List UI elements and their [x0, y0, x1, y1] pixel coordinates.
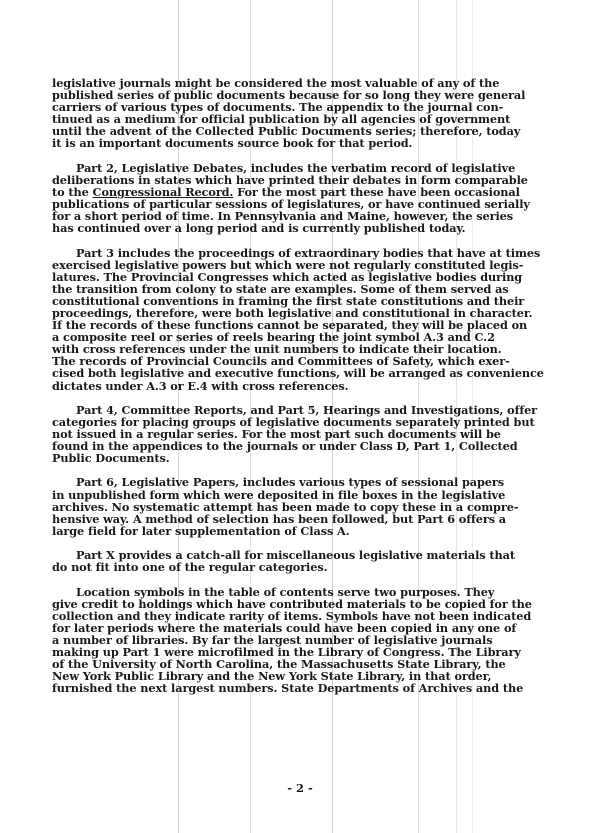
text-line: If the records of these functions cannot be separated, they will be placed on [52, 318, 528, 333]
text-line: large field for later supplementation of Class A. [52, 523, 350, 538]
text-line: for a short period of time. In Pennsylvania and Maine, however, the series [52, 209, 514, 224]
text-line: published series of public documents because for so long they were general [52, 88, 526, 103]
text-line: the transition from colony to state are examples. Some of them served as [52, 281, 509, 296]
text-line: latures. The Provincial Congresses which acted as legislative bodies during [52, 269, 523, 284]
text-line: The records of Provincial Councils and Committees of Safety, which exer- [52, 354, 510, 369]
text-line: found in the appendices to the journals or under Class D, Part 1, Collected [52, 439, 518, 454]
text-line: carriers of various types of documents. The appendix to the journal con- [52, 100, 504, 115]
text-fragment: For the most part these have been occasional [233, 184, 520, 199]
text-line: has continued over a long period and is currently published today. [52, 221, 466, 236]
text-line: until the advent of the Collected Public Documents series; therefore, today [52, 124, 521, 139]
text-line: it is an important documents source book for that period. [52, 136, 413, 151]
text-line: of the University of North Carolina, the Massachusetts State Library, the [52, 657, 506, 672]
text-line: give credit to holdings which have contributed materials to be copied for the [52, 596, 532, 611]
text-line: in unpublished form which were deposited in file boxes in the legislative [52, 487, 506, 502]
text-line: hensive way. A method of selection has been followed, but Part 6 offers a [52, 511, 507, 526]
text-line: do not fit into one of the regular categories. [52, 560, 328, 575]
text-line: legislative journals might be considered the most valuable of any of the [52, 76, 500, 90]
text-line: Part X provides a catch-all for miscellaneous legislative materials that [76, 548, 515, 563]
text-line: a number of libraries. By far the largest number of legislative journals [52, 632, 493, 647]
paragraph-location-symbols [52, 586, 552, 695]
text-line: with cross references under the unit numbers to indicate their location. [52, 342, 502, 357]
paragraph-journals [52, 77, 552, 150]
text-line: Part 3 includes the proceedings of extraordinary bodies that have at times [76, 245, 541, 260]
paragraph-extraordinary-bodies [52, 247, 552, 392]
text-line: not issued in a regular series. For the most part such documents will be [52, 427, 501, 441]
paragraph-legislative-papers [52, 476, 552, 536]
document-body [52, 77, 552, 707]
text-line: making up Part 1 were microfilmed in the Library of Congress. The Library [52, 644, 521, 659]
text-line: dictates under A.3 or E.4 with cross references. [52, 378, 349, 393]
text-line: archives. No systematic attempt has been made to copy these in a compre- [52, 499, 519, 514]
text-line: categories for placing groups of legislative documents separately printed but [52, 414, 535, 429]
text-line: Location symbols in the table of contents serve two purposes. They [76, 584, 495, 599]
paragraph-part-x [52, 549, 552, 573]
text-line: tinued as a medium for official publication by all agencies of government [52, 112, 511, 127]
text-line: a composite reel or series of reels bearing the joint symbol A.3 and C.2 [52, 330, 495, 345]
text-line: collection and they indicate rarity of items. Symbols have not been indicated [52, 608, 532, 623]
text-line: cised both legislative and executive functions, will be arranged as convenience [52, 366, 544, 381]
text-line: Part 2, Legislative Debates, includes the verbatim record of legislative [76, 160, 516, 175]
paragraph-legislative-debates [52, 162, 552, 235]
congressional-record-title: Congressional Record. [92, 184, 234, 199]
text-line: deliberations in states which have printed their debates in form comparable [52, 172, 528, 187]
text-line: New York Public Library and the New York State Library, in that order, [52, 669, 492, 684]
text-line: constitutional conventions in framing the first state constitutions and their [52, 293, 525, 308]
text-line: Part 6, Legislative Papers, includes various types of sessional papers [76, 475, 504, 490]
paragraph-committee-reports [52, 404, 552, 464]
text-line: for later periods where the materials could have been copied in any one of [52, 620, 517, 635]
text-line: publications of particular sessions of legislatures, or have continued serially [52, 197, 530, 212]
text-fragment: to the [52, 184, 93, 199]
text-line: Part 4, Committee Reports, and Part 5, Hearings and Investigations, offer [76, 402, 538, 417]
text-line: furnished the next largest numbers. State Departments of Archives and the [52, 681, 524, 696]
text-line: exercised legislative powers but which were not regularly constituted legis- [52, 257, 524, 272]
text-line: Public Documents. [52, 451, 170, 466]
page-number: - 2 - [287, 781, 313, 795]
text-line: proceedings, therefore, were both legislative and constitutional in character. [52, 305, 533, 320]
